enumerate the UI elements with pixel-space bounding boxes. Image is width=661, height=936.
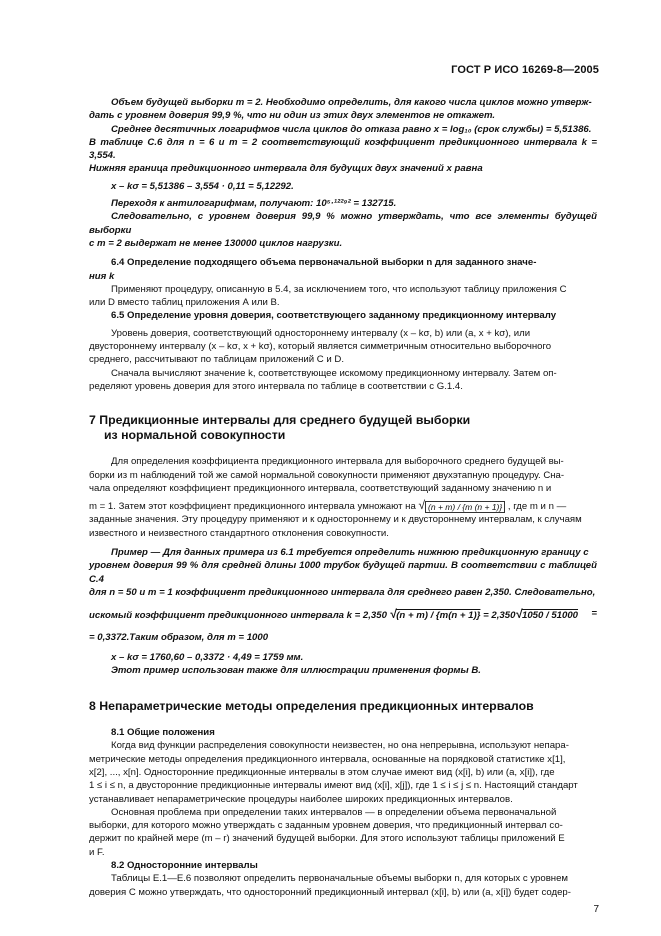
paragraph-line: ределяют уровень доверия для этого интервала по таблице в соответствии с G.1.4.	[89, 380, 463, 392]
section-6-4-title-cont: ния k	[89, 270, 115, 282]
paragraph-line: известного и неизвестного стандартного отклонения совокупности.	[89, 527, 389, 539]
paragraph-line: метрические методы определения предикционного интервала, основанные на порядковой статистике x[1],	[89, 753, 566, 765]
text-run: m = 1. Затем этот коэффициент предикционного интервала умножают на	[89, 501, 419, 513]
section-6-4-title: 6.4 Определение подходящего объема первоначальной выборки n для заданного значе-	[111, 257, 537, 269]
paragraph-line: Сначала вычисляют значение k, соответствующее искомому предикционному интервалу. Затем оп-	[111, 367, 557, 379]
page-number: 7	[593, 904, 599, 915]
section-7-title-line: 7 Предикционные интервалы для среднего будущей выборки	[89, 413, 471, 428]
text-run: , где m и n —	[505, 501, 567, 513]
paragraph-line: среднего, рассчитывают по таблицам приложений С и D.	[89, 354, 345, 366]
section-8-heading: 8 Непараметрические методы определения предикционных интервалов	[89, 699, 534, 714]
sqrt-icon: √	[418, 498, 426, 513]
paragraph-line: доверия С можно утверждать, что односторонний предикционный интервал (x[i], b) или (a, x[i]) будет содер-	[89, 886, 571, 898]
example-line: Среднее десятичных логарифмов числа циклов до отказа равно x = log₁₀ (срок службы) = 5,51386.	[111, 123, 592, 135]
sqrt-icon: √	[389, 607, 397, 622]
paragraph-line: борки из m наблюдений той же самой нормальной совокупности применяют двухэтапную процедуру. Сна-	[89, 469, 565, 481]
paragraph-line: Уровень доверия, соответствующий одностороннему интервалу (x – kσ, b) или (a, x + kσ), или	[111, 327, 531, 339]
example-line: с m = 2 выдержат не менее 130000 циклов нагрузки.	[89, 237, 343, 249]
paragraph-line: x[2], ..., x[n]. Односторонние предикционные интервалы в этом случае имеют вид (x[i], b) или (a, x[i]), где	[89, 766, 555, 778]
page-content	[89, 96, 597, 899]
example-7	[89, 546, 597, 677]
paragraph-line: заданные значения. Эту процедуру применяют и к одностороннему и к двустороннему интервалам, к случаям	[89, 514, 582, 526]
paragraph-line: Когда вид функции распределения совокупности неизвестен, но она непрерывна, используют непара-	[111, 740, 569, 752]
section-8-1-title: 8.1 Общие положения	[111, 727, 215, 739]
paragraph-line-with-formula	[89, 499, 597, 513]
paragraph-line: или D вместо таблиц приложения А или В.	[89, 297, 280, 309]
example-line: В таблице С.6 для n = 6 и m = 2 соответствующий коэффициент предикционного интервала k = 3,554.	[89, 136, 597, 162]
example-line: уровнем доверия 99 % для средней длины 1000 трубок будущей партии. В соответствии с таблицей С.4	[89, 560, 597, 585]
paragraph-line: Основная проблема при определении таких интервалов — в определении объема первоначальной	[111, 806, 557, 818]
example-line: Этот пример использован также для иллюстрации применения формы В.	[111, 664, 481, 676]
formula-lower-bound: x – kσ = 5,51386 – 3,554 · 0,11 = 5,12292.	[111, 180, 294, 192]
paragraph-line: двустороннему интервалу (x – kσ, x + kσ), который является симметричным относительно выборочного	[89, 341, 552, 353]
text-run: = 2,350	[483, 610, 516, 622]
paragraph-line: и F.	[89, 846, 105, 858]
paragraph-line: чала определяют коэффициент предикционного интервала, соответствующий заданному значению n и	[89, 482, 552, 494]
sqrt-icon: √	[515, 607, 522, 622]
text-run: =	[591, 608, 597, 620]
paragraph-line: Для определения коэффициента предикционного интервала для выборочного среднего будущей вы-	[111, 456, 564, 468]
radicand: (n + m) / {m(n + 1)}	[396, 610, 481, 622]
paragraph-line: 1 ≤ i ≤ n, а двусторонние предикционные интервалы имеют вид (x[i], x[j]), где 1 ≤ i ≤ j ≤ n. Настоящий стандарт	[89, 780, 578, 792]
example-line: Следовательно, с уровнем доверия 99,9 % можно утверждать, что все элементы будущей выборки	[89, 211, 597, 236]
example-line: Переходя к антилогарифмам, получают: 10⁵·¹²²⁹² = 132715.	[111, 198, 397, 210]
inline-formula-box: (n + m) / {m (n + 1)}	[425, 501, 505, 513]
paragraph-line: Таблицы Е.1—Е.6 позволяют определить первоначальные объемы выборки n, для которых с уровнем	[111, 873, 569, 885]
formula-lower-bound: x – kσ = 1760,60 – 0,3372 · 4,49 = 1759 мм.	[111, 651, 304, 663]
section-8-2-title: 8.2 Односторонние интервалы	[111, 860, 258, 872]
paragraph-line: устанавливает непараметрические процедуры наиболее широких предикционных интервалов.	[89, 793, 513, 805]
section-7-heading	[89, 413, 597, 443]
section-6-5-title: 6.5 Определение уровня доверия, соответствующего заданному предикционному интервалу	[111, 310, 557, 322]
example-line: Пример — Для данных примера из 6.1 требуется определить нижнюю предикционную границу с	[111, 547, 589, 559]
paragraph-line: держит по крайней мере (m – r) значений будущей выборки. Для этого используют таблицы приложений Е	[89, 833, 565, 845]
example-line: для n = 50 и m = 1 коэффициент предикционного интервала для среднего равен 2,350. Следовательно,	[89, 586, 596, 598]
example-line: дать с уровнем доверия 99,9 %, что ни один из этих двух элементов не откажет.	[89, 110, 496, 122]
example-continuation	[89, 96, 597, 250]
paragraph-line: Применяют процедуру, описанную в 5.4, за исключением того, что используют таблицу приложения С	[111, 283, 567, 295]
example-line: Объем будущей выборки m = 2. Необходимо определить, для какого числа циклов можно утверж-	[111, 97, 592, 108]
section-7-title-line: из нормальной совокупности	[104, 428, 286, 443]
radicand: 1050 / 51000	[522, 610, 579, 622]
text-run: искомый коэффициент предикционного интервала k = 2,350	[89, 610, 387, 622]
example-line: = 0,3372.Таким образом, для m = 1000	[89, 632, 269, 644]
document-header-id: ГОСТ Р ИСО 16269-8—2005	[451, 64, 599, 76]
paragraph-line: выборки, для которого можно утверждать с заданным уровнем доверия, что предикционный интервал со-	[89, 820, 563, 832]
example-formula-line	[89, 605, 597, 625]
example-line: Нижняя граница предикционного интервала для будущих двух значений x равна	[89, 163, 483, 175]
